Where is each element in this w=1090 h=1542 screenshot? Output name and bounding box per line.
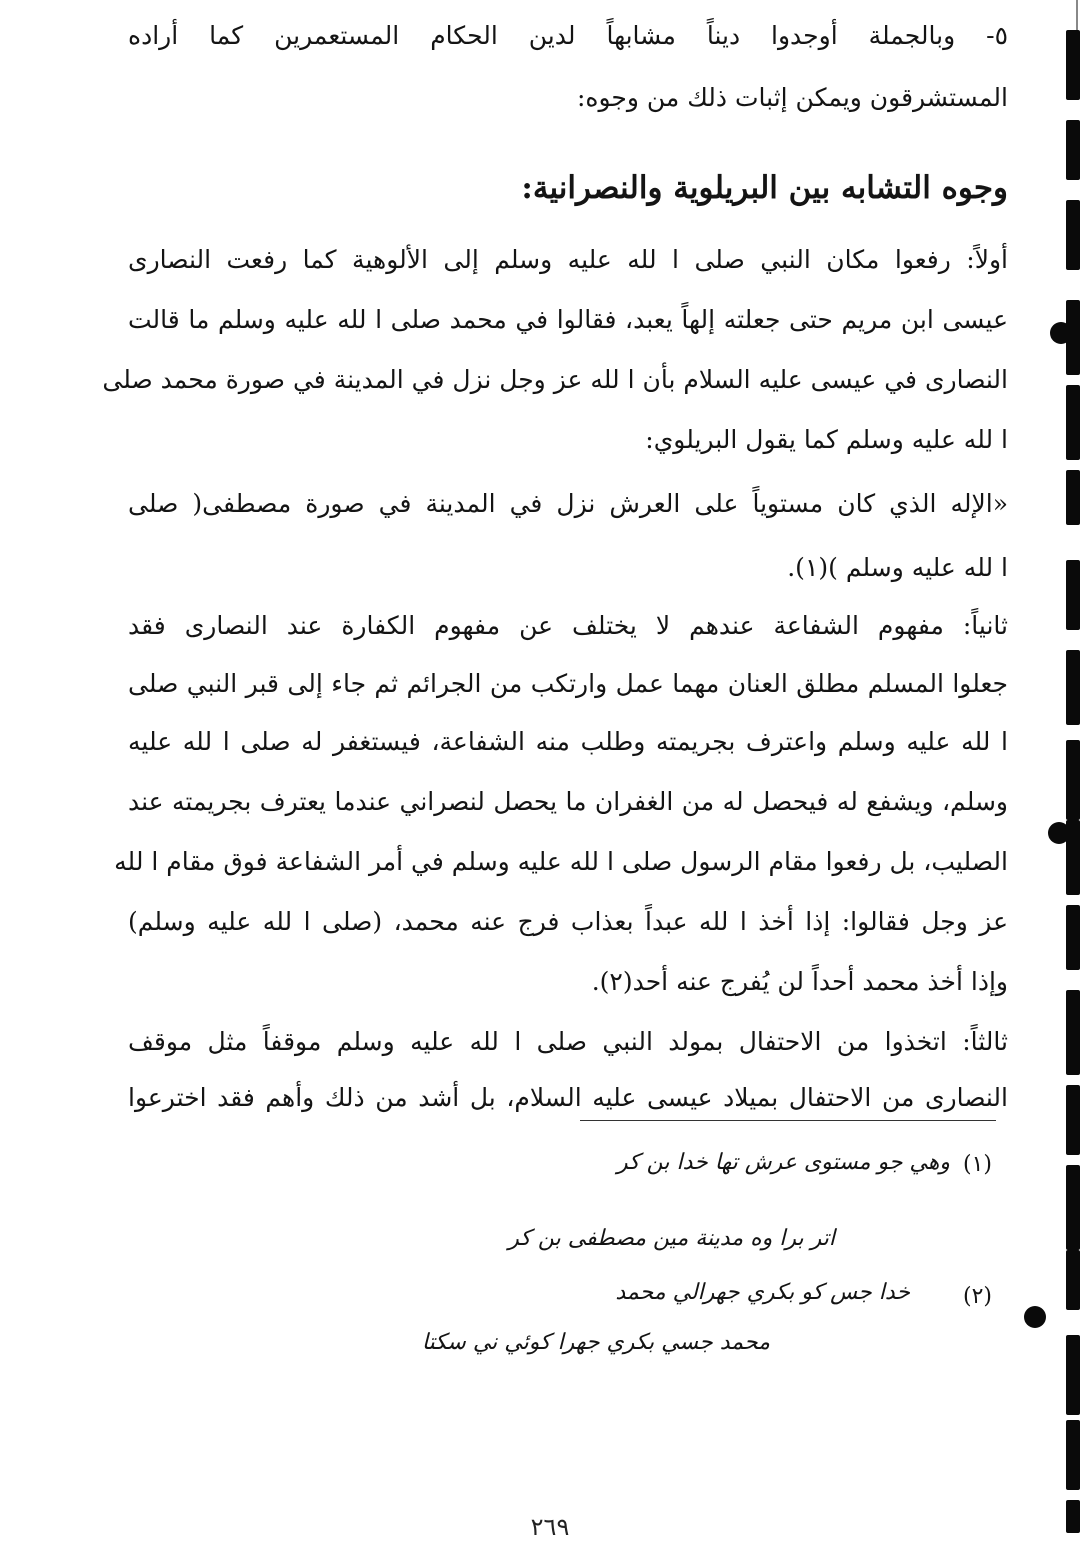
text-line: عيسى ابن مريم حتى جعلته إلهاً يعبد، فقالوا في محمد صلى ا لله عليه وسلم ما قالت — [128, 305, 1008, 334]
text-line: الصليب، بل رفعوا مقام الرسول صلى ا لله عليه وسلم في أمر الشفاعة فوق مقام ا لله — [114, 847, 1008, 876]
punch-hole — [1024, 1306, 1046, 1328]
binding-mark — [1066, 120, 1080, 180]
binding-mark — [1066, 1420, 1080, 1490]
binding-mark — [1066, 1500, 1080, 1533]
footnote-line: اتر برا وه مدينة مين مصطفى بن كر — [508, 1226, 835, 1251]
binding-mark — [1066, 30, 1080, 100]
footnote-separator — [580, 1120, 996, 1121]
text-line: عز وجل فقالوا: إذا أخذ ا لله عبداً بعذاب فرج عنه محمد، (صلى ا لله عليه وسلم) — [128, 907, 1008, 936]
main-text — [102, 0, 1008, 1112]
binding-mark — [1066, 470, 1080, 525]
binding-mark — [1066, 740, 1080, 820]
text-line: وإذا أخذ محمد أحداً لن يُفرج عنه أحد(٢). — [591, 967, 1008, 996]
binding-mark — [1066, 385, 1080, 460]
text-line: النصارى في عيسى عليه السلام بأن ا لله عز وجل نزل في المدينة في صورة محمد صلى — [102, 365, 1008, 394]
binding-mark — [1066, 905, 1080, 970]
footnote-number: (٢) — [962, 1284, 992, 1309]
binding-mark — [1066, 1085, 1080, 1155]
text-line: أولاً: رفعوا مكان النبي صلى ا لله عليه وسلم إلى الألوهية كما رفعت النصارى — [128, 245, 1008, 274]
binding-mark — [1066, 1165, 1080, 1250]
footnote-number: (١) — [962, 1152, 992, 1177]
binding-mark — [1066, 1250, 1080, 1310]
text-line: ثانياً: مفهوم الشفاعة عندهم لا يختلف عن مفهوم الكفارة عند النصارى فقد — [128, 611, 1008, 640]
footnote-line: خدا جس كو بكري جهرالي محمد — [615, 1280, 910, 1305]
punch-hole — [1050, 322, 1072, 344]
text-line: جعلوا المسلم مطلق العنان مهما عمل وارتكب من الجرائم ثم جاء إلى قبر النبي صلى — [128, 669, 1008, 698]
binding-mark — [1066, 560, 1080, 630]
binding-mark — [1066, 990, 1080, 1075]
text-line: وسلم، ويشفع له فيحصل له من الغفران ما يحصل لنصراني عندما يعترف بجريمته عند — [128, 787, 1008, 816]
text-line: المستشرقون ويمكن إثبات ذلك من وجوه: — [576, 83, 1008, 112]
binding-mark — [1066, 1335, 1080, 1415]
footnote-line: وهي جو مستوى عرش تها خدا بن كر — [617, 1150, 950, 1175]
binding-mark — [1066, 200, 1080, 270]
text-line: ثالثاً: اتخذوا من الاحتفال بمولد النبي صلى ا لله عليه وسلم موقفاً مثل موقف — [128, 1027, 1008, 1056]
page-number: ٢٦٩ — [530, 1513, 570, 1541]
quote-line: «الإله الذي كان مستوياً على العرش نزل في المدينة في صورة مصطفى( صلى — [128, 489, 1008, 518]
text-line: ٥- وبالجملة أوجدوا ديناً مشابهاً لدين الحكام المستعمرين كما أراده — [128, 21, 1008, 50]
text-line: ا لله عليه وسلم واعترف بجريمته وطلب منه الشفاعة، فيستغفر له صلى ا لله عليه — [128, 727, 1008, 756]
footnote-line: محمد جسي بكري جهرا كوئي ني سكتا — [421, 1330, 770, 1355]
quote-line: ا لله عليه وسلم )(١). — [787, 553, 1008, 582]
text-line: النصارى من الاحتفال بميلاد عيسى عليه السلام، بل أشد من ذلك وأهم فقد اخترعوا — [128, 1083, 1008, 1112]
binding-mark — [1066, 650, 1080, 725]
punch-hole — [1048, 822, 1070, 844]
section-heading: وجوه التشابه بين البريلوية والنصرانية: — [521, 170, 1008, 206]
text-line: ا لله عليه وسلم كما يقول البريلوي: — [645, 425, 1008, 454]
